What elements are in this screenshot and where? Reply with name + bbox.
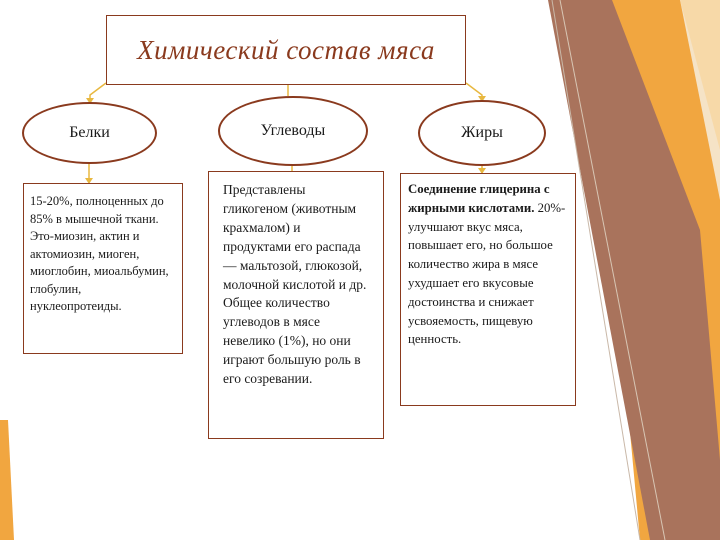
zhiry-description [400,173,576,406]
category-belki [22,102,157,164]
diagram-title: Химический состав мяса [137,34,435,65]
category-zhiry [418,100,546,166]
deco-orange-left-edge [0,420,14,540]
category-uglevody [218,96,368,166]
belki-description: 15-20%, полноценных до 85% в мышечной ткани. Это-миозин, актин и актомиозин, миоген, миоглобин, миоальбумин, глобулин, нуклеопротеиды. [23,183,183,354]
category-uglevody-label: Углеводы [260,122,326,140]
zhiry-description-text: 20%-улучшают вкус мяса, повышает его, но большое количество жира в мясе ухудшает его вкусовые достоинства и снижает усвояемость, пищевую ценность. [408,200,566,347]
zhiry-description-bold: Соединение глицерина с жирными кислотами. [408,182,550,215]
uglevody-description: Представлены гликогеном (животным крахмалом) и продуктами его распада — мальтозой, глюкозой, молочной кислотой и др. Общее количество углеводов в мясе невелико (1%), но они играют большую роль в его созревании. [208,171,384,439]
title-box [106,15,466,85]
category-zhiry-label: Жиры [461,124,503,142]
category-belki-label: Белки [69,124,110,142]
